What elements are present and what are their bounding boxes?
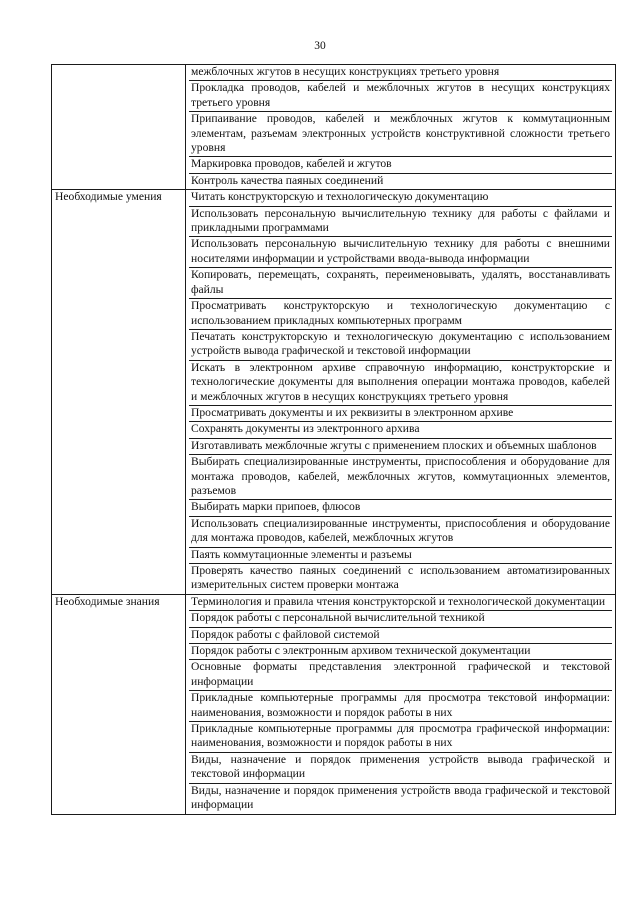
section-items — [186, 190, 616, 595]
list-item: Читать конструкторскую и технологическую документацию — [191, 190, 489, 204]
table-body — [52, 65, 616, 815]
list-item: Использовать персональную вычислительную технику для работы с внешними носителями информации и устройствами ввода-вывода информации — [189, 236, 612, 267]
list-item: Изготавливать межблочные жгуты с применением плоских и объемных шаблонов — [189, 438, 612, 454]
list-item: Контроль качества паяных соединений — [189, 173, 612, 189]
list-item: Порядок работы с электронным архивом технической документации — [189, 643, 612, 659]
section-row — [52, 65, 616, 190]
page-number: 30 — [314, 40, 326, 52]
competency-table — [51, 64, 616, 815]
list-item: Порядок работы с файловой системой — [189, 627, 612, 643]
list-item: Терминология и правила чтения конструкторской и технологической документации — [191, 594, 606, 608]
section-label — [52, 65, 186, 190]
list-item: Виды, назначение и порядок применения устройств ввода графической и текстовой информации — [189, 783, 612, 814]
list-item: Порядок работы с персональной вычислительной техникой — [189, 610, 612, 626]
list-item: Основные форматы представления электронной графической и текстовой информации — [189, 659, 612, 690]
section-items — [186, 65, 616, 190]
list-item: Выбирать марки припоев, флюсов — [189, 499, 612, 515]
list-item: Использовать специализированные инструменты, приспособления и оборудование для монтажа проводов, кабелей, межблочных жгутов — [189, 516, 612, 547]
section-label: Необходимые знания — [52, 594, 186, 814]
list-item: Прокладка проводов, кабелей и межблочных жгутов в несущих конструкциях третьего уровня — [189, 80, 612, 111]
list-item: Выбирать специализированные инструменты, приспособления и оборудование для монтажа проводов, кабелей, межблочных жгутов, коммутационных элементов, разъемов — [189, 454, 612, 499]
section-row — [52, 594, 616, 814]
list-item: Просматривать конструкторскую и технологическую документацию с использованием прикладных компьютерных программ — [189, 298, 612, 329]
list-item: Просматривать документы и их реквизиты в электронном архиве — [189, 405, 612, 421]
list-item: межблочных жгутов в несущих конструкциях третьего уровня — [191, 65, 500, 78]
list-item: Прикладные компьютерные программы для просмотра текстовой информации: наименования, возможности и порядок работы в них — [189, 690, 612, 721]
list-item: Проверять качество паяных соединений с использованием автоматизированных измерительных систем проверки монтажа — [189, 563, 612, 594]
list-item: Маркировка проводов, кабелей и жгутов — [189, 156, 612, 172]
list-item: Копировать, перемещать, сохранять, переименовывать, удалять, восстанавливать файлы — [189, 267, 612, 298]
list-item: Паять коммутационные элементы и разъемы — [189, 547, 612, 563]
list-item: Сохранять документы из электронного архива — [189, 421, 612, 437]
list-item: Прикладные компьютерные программы для просмотра графической информации: наименования, возможности и порядок работы в них — [189, 721, 612, 752]
list-item: Припаивание проводов, кабелей и межблочных жгутов к коммутационным элементам, разъемам электронных устройств конструктивной сложности третьего уровня — [189, 111, 612, 156]
section-row — [52, 190, 616, 595]
list-item: Использовать персональную вычислительную технику для работы с файлами и прикладными программами — [189, 206, 612, 237]
section-items — [186, 594, 616, 814]
list-item: Виды, назначение и порядок применения устройств вывода графической и текстовой информации — [189, 752, 612, 783]
section-label: Необходимые умения — [52, 190, 186, 595]
list-item: Искать в электронном архиве справочную информацию, конструкторские и технологические документы для выполнения операции монтажа проводов, кабелей и межблочных жгутов в несущих конструкциях третьего уровня — [189, 360, 612, 405]
list-item: Печатать конструкторскую и технологическую документацию с использованием устройств вывода графической и текстовой информации — [189, 329, 612, 360]
